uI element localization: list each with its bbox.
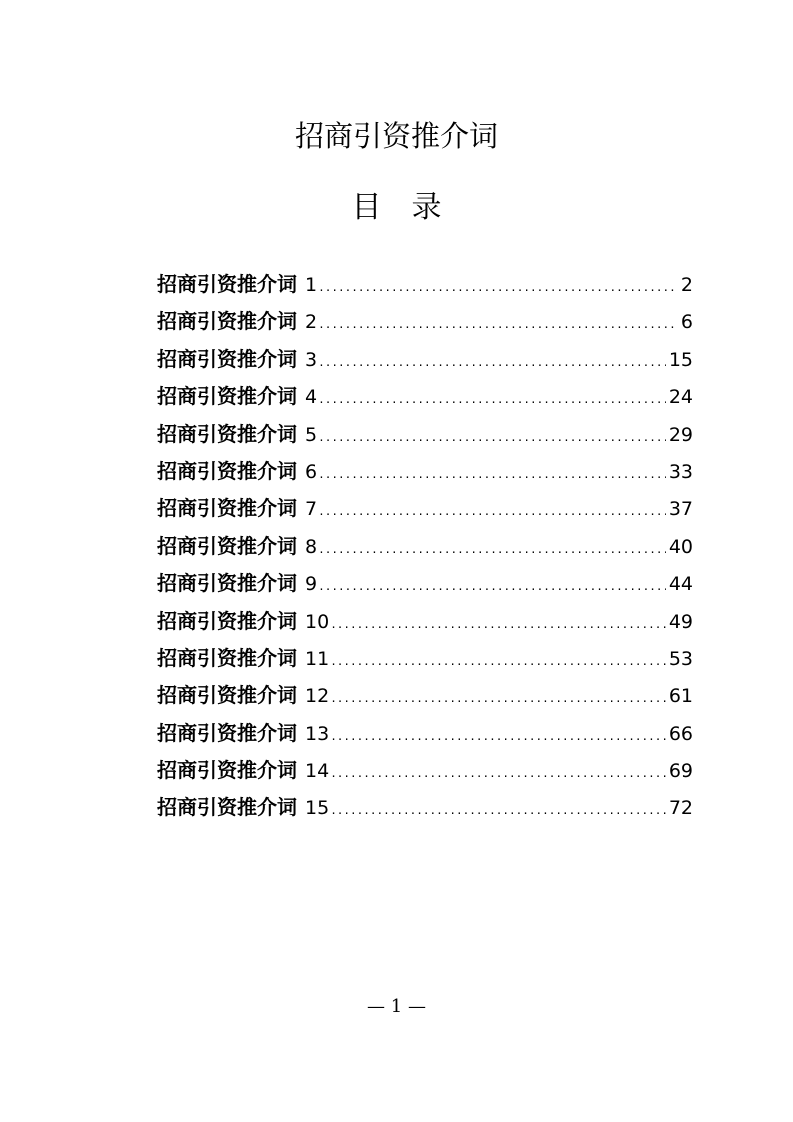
toc-entry-page: 44 <box>668 573 693 596</box>
toc-entry-13[interactable] <box>157 715 693 752</box>
toc-entry-8[interactable] <box>157 528 693 565</box>
toc-entry-page: 40 <box>668 535 693 558</box>
toc-entry-11[interactable] <box>157 640 693 677</box>
toc-entry-number: 8 <box>305 535 318 558</box>
dot-leader <box>318 269 678 306</box>
toc-entry-number: 10 <box>305 610 330 633</box>
toc-entry-number: 2 <box>305 311 318 334</box>
toc-entry-3[interactable] <box>157 341 693 378</box>
document-title: 招商引资推介词 <box>294 119 498 153</box>
toc-entry-title: 招商引资推介词 <box>157 795 297 820</box>
toc-entry-number: 12 <box>305 685 330 708</box>
toc-heading: 目 录 <box>351 190 442 225</box>
dot-leader <box>330 680 666 717</box>
page-number-footer: — 1 — <box>367 996 426 1017</box>
toc-entry-page: 49 <box>668 610 693 633</box>
toc-entry-number: 1 <box>305 274 318 296</box>
toc-entry-7[interactable] <box>157 490 693 527</box>
toc-entry-14[interactable] <box>157 752 693 789</box>
toc-entry-number: 9 <box>305 573 318 596</box>
toc-entry-page: 37 <box>668 498 693 521</box>
toc-entry-2[interactable] <box>157 303 693 340</box>
toc-entry-number: 3 <box>305 348 318 371</box>
toc-entry-10[interactable] <box>157 603 693 640</box>
toc-entry-number: 11 <box>305 647 330 670</box>
toc-entry-title: 招商引资推介词 <box>157 421 297 446</box>
toc-entry-title: 招商引资推介词 <box>157 384 297 409</box>
dot-leader <box>318 493 666 530</box>
toc-entry-page: 24 <box>668 386 693 409</box>
toc-entry-title: 招商引资推介词 <box>157 720 297 745</box>
toc-entry-title: 招商引资推介词 <box>157 758 297 783</box>
toc-entry-number: 14 <box>305 760 330 783</box>
table-of-contents <box>157 266 693 827</box>
toc-entry-page: 69 <box>668 760 693 783</box>
toc-entry-title: 招商引资推介词 <box>157 272 297 296</box>
dot-leader <box>330 606 666 643</box>
toc-entry-title: 招商引资推介词 <box>157 608 297 633</box>
toc-entry-title: 招商引资推介词 <box>157 309 297 334</box>
dot-leader <box>318 381 666 418</box>
toc-entry-title: 招商引资推介词 <box>157 346 297 371</box>
toc-entry-page: 72 <box>668 797 693 820</box>
toc-entry-4[interactable] <box>157 378 693 415</box>
toc-entry-page: 6 <box>680 311 693 334</box>
toc-entry-page: 61 <box>668 685 693 708</box>
toc-entry-15[interactable] <box>157 789 693 826</box>
toc-entry-6[interactable] <box>157 453 693 490</box>
toc-entry-1[interactable] <box>157 266 693 303</box>
toc-entry-number: 7 <box>305 498 318 521</box>
toc-entry-number: 6 <box>305 460 318 483</box>
toc-entry-number: 13 <box>305 722 330 745</box>
toc-entry-page: 53 <box>668 647 693 670</box>
dot-leader <box>330 718 666 755</box>
toc-entry-number: 4 <box>305 386 318 409</box>
dot-leader <box>330 643 666 680</box>
toc-entry-title: 招商引资推介词 <box>157 533 297 558</box>
toc-entry-12[interactable] <box>157 677 693 714</box>
dot-leader <box>318 419 666 456</box>
dot-leader <box>318 568 666 605</box>
dot-leader <box>318 306 678 343</box>
toc-entry-title: 招商引资推介词 <box>157 496 297 521</box>
toc-entry-title: 招商引资推介词 <box>157 571 297 596</box>
toc-entry-page: 29 <box>668 423 693 446</box>
toc-entry-number: 5 <box>305 423 318 446</box>
dot-leader <box>330 792 666 829</box>
toc-entry-number: 15 <box>305 797 330 820</box>
toc-entry-page: 2 <box>680 274 693 296</box>
toc-entry-5[interactable] <box>157 416 693 453</box>
dot-leader <box>318 531 666 568</box>
toc-entry-page: 66 <box>668 722 693 745</box>
dot-leader <box>318 456 666 493</box>
toc-entry-title: 招商引资推介词 <box>157 645 297 670</box>
toc-entry-page: 15 <box>668 348 693 371</box>
toc-entry-title: 招商引资推介词 <box>157 683 297 708</box>
toc-entry-page: 33 <box>668 460 693 483</box>
toc-entry-9[interactable] <box>157 565 693 602</box>
dot-leader <box>330 755 666 792</box>
dot-leader <box>318 344 666 381</box>
toc-entry-title: 招商引资推介词 <box>157 458 297 483</box>
